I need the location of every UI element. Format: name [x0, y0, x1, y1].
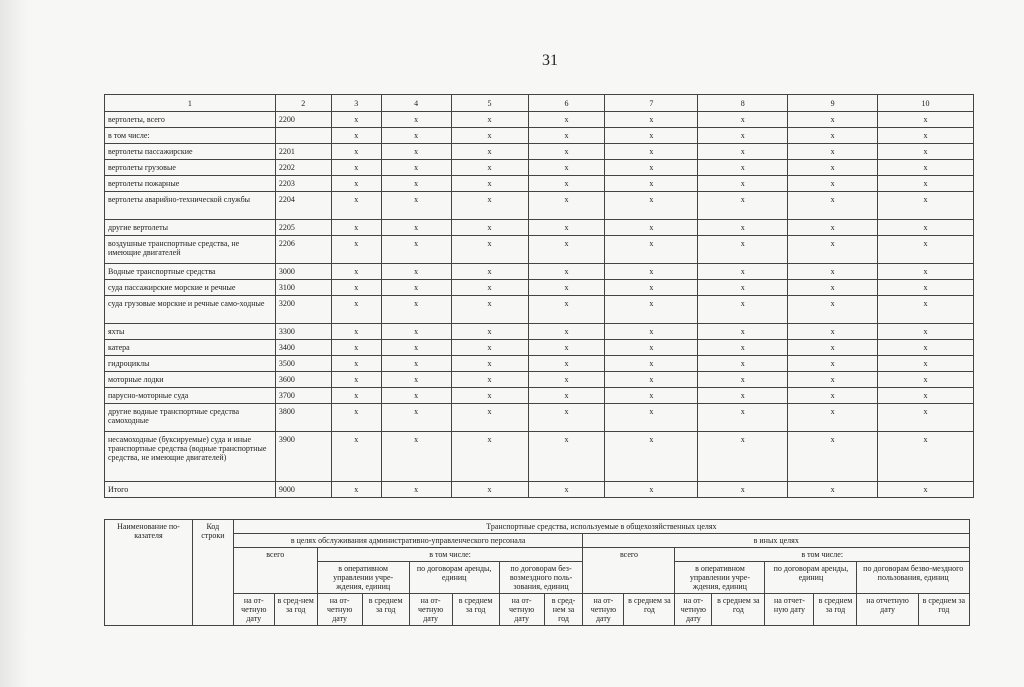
table-cell: х — [331, 372, 381, 388]
table-cell: х — [788, 236, 878, 264]
table-row — [105, 220, 974, 236]
table-cell: х — [788, 324, 878, 340]
table-cell: х — [331, 280, 381, 296]
table-row — [105, 356, 974, 372]
table-cell: х — [878, 220, 974, 236]
indicator-name-header: Наименование по-казателя — [105, 520, 193, 626]
table-cell: х — [381, 176, 451, 192]
period-header: в среднем за год — [362, 594, 409, 626]
table-cell: х — [878, 356, 974, 372]
table-cell: х — [528, 340, 605, 356]
table-cell: х — [788, 176, 878, 192]
table-row — [105, 280, 974, 296]
table-cell: х — [878, 482, 974, 498]
table-cell: х — [698, 236, 788, 264]
row-name: суда пассажирские морские и речные — [105, 280, 276, 296]
table-cell: х — [788, 340, 878, 356]
row-code: 2206 — [275, 236, 331, 264]
table-row — [105, 176, 974, 192]
table-cell: х — [381, 404, 451, 432]
table-cell: х — [451, 264, 528, 280]
table-cell: х — [698, 340, 788, 356]
table-cell: х — [528, 160, 605, 176]
table-cell: х — [451, 112, 528, 128]
table-cell: х — [788, 372, 878, 388]
table-cell: х — [788, 356, 878, 372]
table-cell: х — [605, 128, 698, 144]
table-row — [105, 388, 974, 404]
row-name: Водные транспортные средства — [105, 264, 276, 280]
table-cell: х — [528, 128, 605, 144]
row-name: вертолеты пассажирские — [105, 144, 276, 160]
operational-header-2: в оперативном управлении учре-ждения, единиц — [675, 562, 765, 594]
table-cell: х — [331, 482, 381, 498]
table-cell: х — [381, 192, 451, 220]
table-cell: х — [528, 388, 605, 404]
row-name: воздушные транспортные средства, не имеющие двигателей — [105, 236, 276, 264]
period-header: в сред-нем за год — [544, 594, 583, 626]
row-name: несамоходные (буксируемые) суда и иные транспортные средства (водные транспортные средства, не имеющие двигателей) — [105, 432, 276, 482]
period-header: в сред-нем за год — [274, 594, 317, 626]
table-cell: х — [788, 296, 878, 324]
table-cell: х — [698, 220, 788, 236]
table-cell: х — [381, 432, 451, 482]
table-cell: х — [698, 264, 788, 280]
table-cell: х — [878, 192, 974, 220]
table-cell: х — [381, 340, 451, 356]
table-cell: х — [381, 280, 451, 296]
column-number-header: 8 — [698, 95, 788, 112]
row-code: 3100 — [275, 280, 331, 296]
row-name: вертолеты аварийно-технической службы — [105, 192, 276, 220]
table-cell: х — [528, 482, 605, 498]
table-cell: х — [451, 236, 528, 264]
table-cell: х — [381, 482, 451, 498]
table-cell: х — [878, 236, 974, 264]
table-cell: х — [605, 372, 698, 388]
table-cell: х — [698, 160, 788, 176]
table-cell: х — [331, 264, 381, 280]
row-name: в том числе: — [105, 128, 276, 144]
table-cell: х — [698, 324, 788, 340]
row-name: парусно-моторные суда — [105, 388, 276, 404]
period-header: на от-четную дату — [583, 594, 624, 626]
table-cell: х — [788, 264, 878, 280]
table-cell: х — [878, 324, 974, 340]
table-cell: х — [788, 160, 878, 176]
table-cell: х — [381, 144, 451, 160]
table-cell: х — [878, 176, 974, 192]
table-cell: х — [528, 112, 605, 128]
table-cell: х — [451, 220, 528, 236]
row-code: 2205 — [275, 220, 331, 236]
table-cell: х — [381, 372, 451, 388]
table-cell: х — [331, 388, 381, 404]
table-cell: х — [331, 324, 381, 340]
row-name: другие вертолеты — [105, 220, 276, 236]
table-cell: х — [381, 160, 451, 176]
table-row — [105, 160, 974, 176]
row-code: 2203 — [275, 176, 331, 192]
table-cell: х — [331, 144, 381, 160]
table-cell: х — [698, 176, 788, 192]
table-cell: х — [451, 482, 528, 498]
row-code: 2200 — [275, 112, 331, 128]
table-cell: х — [331, 356, 381, 372]
table-cell: х — [878, 296, 974, 324]
column-number-header: 4 — [381, 95, 451, 112]
table-cell: х — [698, 112, 788, 128]
page-number: 31 — [542, 52, 558, 69]
table-cell: х — [698, 280, 788, 296]
table-cell: х — [698, 144, 788, 160]
row-name: гидроциклы — [105, 356, 276, 372]
group-admin-header: в целях обслуживания административно-управленческого персонала — [233, 534, 583, 548]
row-name: Итого — [105, 482, 276, 498]
table-cell: х — [698, 192, 788, 220]
table-cell: х — [331, 160, 381, 176]
row-name: моторные лодки — [105, 372, 276, 388]
table-cell: х — [878, 340, 974, 356]
table-cell: х — [605, 296, 698, 324]
period-header: на отчетную дату — [857, 594, 918, 626]
table-cell: х — [451, 432, 528, 482]
table-cell: х — [698, 482, 788, 498]
including-header: в том числе: — [317, 548, 583, 562]
period-header: на от-четную дату — [233, 594, 274, 626]
table-cell: х — [788, 112, 878, 128]
column-number-header: 10 — [878, 95, 974, 112]
table-row — [105, 264, 974, 280]
table-cell: х — [331, 176, 381, 192]
table-cell: х — [331, 296, 381, 324]
row-code: 2202 — [275, 160, 331, 176]
row-code: 2204 — [275, 192, 331, 220]
table-cell: х — [331, 128, 381, 144]
table-cell: х — [788, 482, 878, 498]
row-code: 3500 — [275, 356, 331, 372]
table-cell: х — [528, 280, 605, 296]
period-header: на от-четную дату — [409, 594, 452, 626]
table-row — [105, 324, 974, 340]
table-row — [105, 236, 974, 264]
row-name: другие водные транспортные средства самоходные — [105, 404, 276, 432]
table-cell: х — [528, 432, 605, 482]
table-cell: х — [331, 112, 381, 128]
table-row — [105, 144, 974, 160]
table-cell: х — [528, 296, 605, 324]
table-cell: х — [605, 340, 698, 356]
table-cell: х — [788, 192, 878, 220]
period-header: на от-четную дату — [675, 594, 712, 626]
row-name: вертолеты грузовые — [105, 160, 276, 176]
table-cell: х — [878, 372, 974, 388]
table-cell: х — [528, 220, 605, 236]
column-number-header: 5 — [451, 95, 528, 112]
table-cell: х — [788, 432, 878, 482]
table-cell: х — [451, 176, 528, 192]
table-cell: х — [381, 220, 451, 236]
table-cell: х — [528, 324, 605, 340]
table-cell: х — [451, 160, 528, 176]
column-number-header: 1 — [105, 95, 276, 112]
period-header: на отчет-ную дату — [765, 594, 814, 626]
table-cell: х — [528, 176, 605, 192]
table-cell: х — [528, 356, 605, 372]
table-cell: х — [381, 388, 451, 404]
table-cell: х — [451, 340, 528, 356]
row-code: 3800 — [275, 404, 331, 432]
table-cell: х — [331, 192, 381, 220]
row-code: 9000 — [275, 482, 331, 498]
table-cell: х — [528, 192, 605, 220]
table-cell: х — [528, 144, 605, 160]
table-cell: х — [451, 296, 528, 324]
group-other-header: в иных целях — [583, 534, 970, 548]
table-cell: х — [878, 112, 974, 128]
row-code: 3200 — [275, 296, 331, 324]
column-number-header: 7 — [605, 95, 698, 112]
table-cell: х — [605, 324, 698, 340]
table-cell: х — [698, 296, 788, 324]
table-cell: х — [788, 280, 878, 296]
table-cell: х — [698, 128, 788, 144]
table-cell: х — [698, 404, 788, 432]
table-cell: х — [698, 356, 788, 372]
table-cell: х — [788, 220, 878, 236]
column-number-header: 6 — [528, 95, 605, 112]
table-cell: х — [698, 372, 788, 388]
table-cell: х — [451, 280, 528, 296]
table-cell: х — [878, 280, 974, 296]
row-code: 2201 — [275, 144, 331, 160]
lease-header: по договорам аренды, единиц — [409, 562, 499, 594]
table-cell: х — [331, 404, 381, 432]
table-row — [105, 340, 974, 356]
scan-shadow — [0, 0, 28, 687]
row-name: яхты — [105, 324, 276, 340]
table-cell: х — [878, 388, 974, 404]
row-code — [275, 128, 331, 144]
table-cell: х — [878, 432, 974, 482]
period-header: в среднем за год — [624, 594, 675, 626]
table-cell: х — [788, 404, 878, 432]
table-cell: х — [698, 432, 788, 482]
table-cell: х — [451, 404, 528, 432]
table-row — [105, 404, 974, 432]
row-name: вертолеты пожарные — [105, 176, 276, 192]
row-code: 3900 — [275, 432, 331, 482]
table-cell: х — [451, 324, 528, 340]
table-cell: х — [381, 112, 451, 128]
table-cell: х — [381, 236, 451, 264]
table-cell: х — [451, 388, 528, 404]
table-cell: х — [528, 236, 605, 264]
table-row — [105, 128, 974, 144]
table-cell: х — [605, 112, 698, 128]
table-cell: х — [605, 236, 698, 264]
row-code: 3000 — [275, 264, 331, 280]
table-cell: х — [381, 324, 451, 340]
table-cell: х — [451, 356, 528, 372]
table-cell: х — [878, 264, 974, 280]
period-header: в среднем за год — [814, 594, 857, 626]
table-cell: х — [878, 144, 974, 160]
table-cell: х — [451, 144, 528, 160]
row-code: 3400 — [275, 340, 331, 356]
table-cell: х — [605, 160, 698, 176]
table-cell: х — [381, 296, 451, 324]
period-header: на от-четную дату — [317, 594, 362, 626]
row-name: катера — [105, 340, 276, 356]
free-use-header-2: по договорам безво-мездного пользования, единиц — [857, 562, 970, 594]
lease-header-2: по договорам аренды, единиц — [765, 562, 857, 594]
table-cell: х — [451, 372, 528, 388]
table-cell: х — [605, 144, 698, 160]
table-cell: х — [451, 128, 528, 144]
table-cell: х — [381, 264, 451, 280]
row-name: вертолеты, всего — [105, 112, 276, 128]
period-header: на от-четную дату — [499, 594, 544, 626]
row-code: 3700 — [275, 388, 331, 404]
table-cell: х — [605, 482, 698, 498]
table-cell: х — [698, 388, 788, 404]
table-cell: х — [878, 160, 974, 176]
operational-header: в оперативном управлении учре-ждения, единиц — [317, 562, 409, 594]
row-code: 3300 — [275, 324, 331, 340]
transport-table — [104, 94, 974, 498]
period-header: в среднем за год — [452, 594, 499, 626]
column-number-header: 2 — [275, 95, 331, 112]
table-cell: х — [528, 372, 605, 388]
period-header: в среднем за год — [712, 594, 765, 626]
table-row — [105, 482, 974, 498]
table-cell: х — [605, 176, 698, 192]
table-cell: х — [605, 220, 698, 236]
table-cell: х — [605, 404, 698, 432]
table-cell: х — [331, 236, 381, 264]
table-cell: х — [605, 280, 698, 296]
usage-header-table — [104, 519, 970, 626]
main-header: Транспортные средства, используемые в общехозяйственных целях — [233, 520, 969, 534]
table-cell: х — [788, 128, 878, 144]
table-cell: х — [788, 388, 878, 404]
free-use-header: по договорам без-возмездного поль-зования, единиц — [499, 562, 583, 594]
table-cell: х — [528, 264, 605, 280]
table-cell: х — [381, 128, 451, 144]
table-cell: х — [605, 388, 698, 404]
table-cell: х — [605, 192, 698, 220]
row-code: 3600 — [275, 372, 331, 388]
table-row — [105, 372, 974, 388]
column-number-header: 3 — [331, 95, 381, 112]
table-cell: х — [331, 220, 381, 236]
row-name: суда грузовые морские и речные само-ходные — [105, 296, 276, 324]
table-cell: х — [605, 356, 698, 372]
table-row — [105, 192, 974, 220]
table-row — [105, 112, 974, 128]
table-row — [105, 432, 974, 482]
table-cell: х — [605, 264, 698, 280]
table-row — [105, 296, 974, 324]
including-header-2: в том числе: — [675, 548, 970, 562]
table-cell: х — [788, 144, 878, 160]
table-cell: х — [451, 192, 528, 220]
period-header: в среднем за год — [918, 594, 969, 626]
table-cell: х — [878, 128, 974, 144]
row-code-header: Код строки — [192, 520, 233, 626]
table-cell: х — [605, 432, 698, 482]
table-cell: х — [878, 404, 974, 432]
table-cell: х — [331, 432, 381, 482]
total-header-2: всего — [583, 548, 675, 594]
total-header: всего — [233, 548, 317, 594]
table-cell: х — [381, 356, 451, 372]
table-cell: х — [528, 404, 605, 432]
table-cell: х — [331, 340, 381, 356]
column-number-header: 9 — [788, 95, 878, 112]
